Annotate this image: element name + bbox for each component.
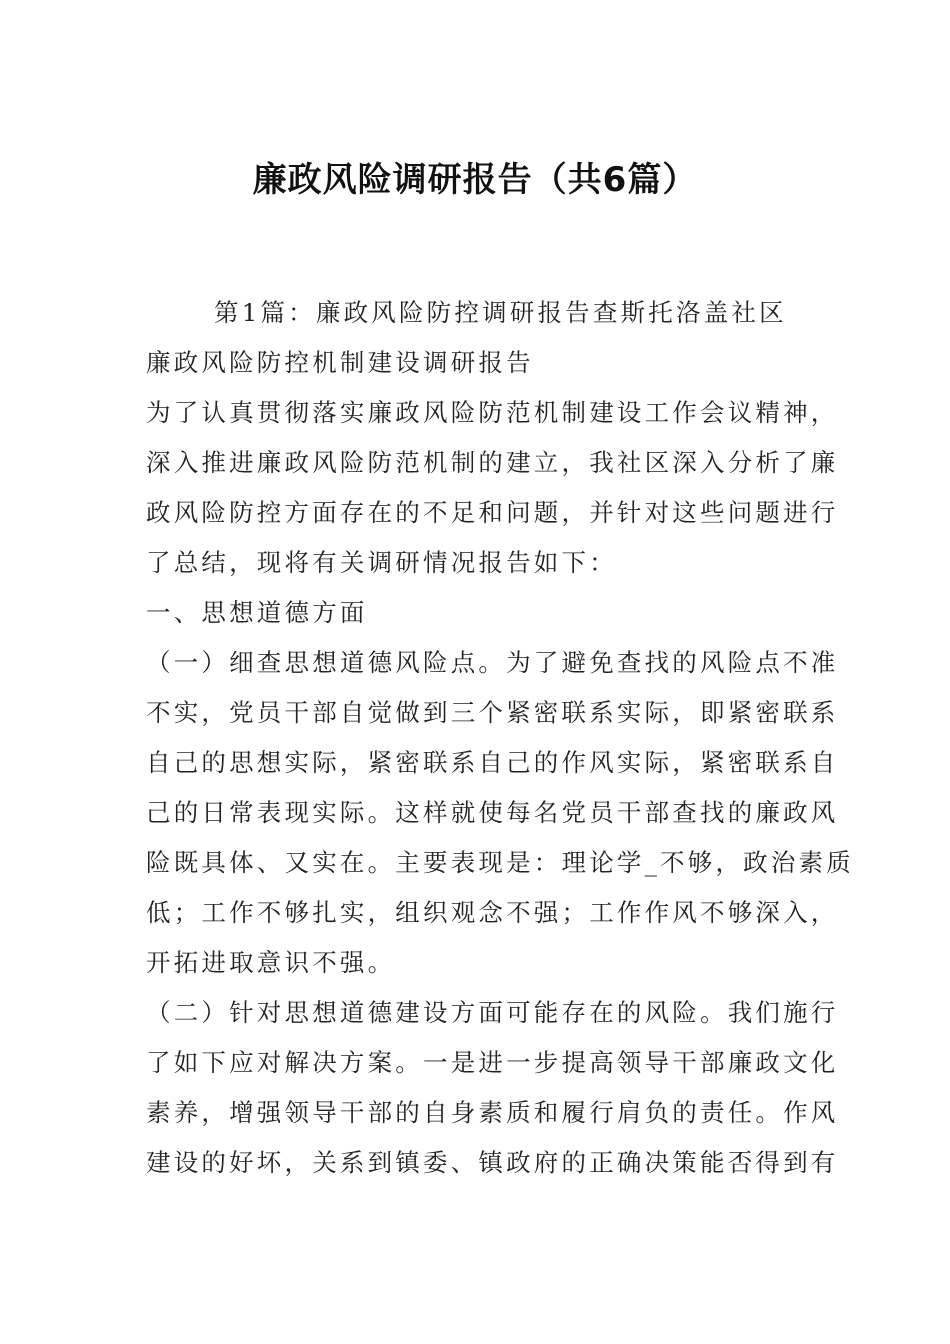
paragraph-line: （二）针对思想道德建设方面可能存在的风险。我们施行 [146, 998, 839, 1027]
paragraph-line: 险既具体、又实在。主要表现是：理论学_不够，政治素质 [146, 848, 854, 877]
paragraph-line: （一）细查思想道德风险点。为了避免查找的风险点不准 [146, 648, 839, 677]
paragraph-line: 低；工作不够扎实，组织观念不强；工作作风不够深入， [146, 898, 839, 927]
paragraph-line: 了如下应对解决方案。一是进一步提高领导干部廉政文化 [146, 1048, 839, 1077]
paragraph-line: 了总结，现将有关调研情况报告如下： [146, 548, 617, 577]
chapter-heading: 第1篇：廉政风险防控调研报告查斯托洛盖社区 [214, 298, 787, 327]
paragraph-line: 自己的思想实际，紧密联系自己的作风实际，紧密联系自 [146, 748, 839, 777]
paragraph-line: 不实，党员干部自觉做到三个紧密联系实际，即紧密联系 [146, 698, 839, 727]
paragraph-line: 素养，增强领导干部的自身素质和履行肩负的责任。作风 [146, 1098, 839, 1127]
paragraph-line: 开拓进取意识不强。 [146, 948, 396, 977]
paragraph-line: 己的日常表现实际。这样就使每名党员干部查找的廉政风 [146, 798, 839, 827]
document-title: 廉政风险调研报告（共6篇） [252, 160, 698, 200]
section-heading: 一、思想道德方面 [146, 598, 368, 627]
paragraph-line: 深入推进廉政风险防范机制的建立，我社区深入分析了廉 [146, 448, 839, 477]
paragraph-line: 为了认真贯彻落实廉政风险防范机制建设工作会议精神， [146, 398, 839, 427]
paragraph-line: 建设的好坏，关系到镇委、镇政府的正确决策能否得到有 [146, 1148, 839, 1177]
document-body [146, 288, 854, 1188]
report-subtitle: 廉政风险防控机制建设调研报告 [146, 348, 534, 377]
paragraph-line: 政风险防控方面存在的不足和问题，并针对这些问题进行 [146, 498, 839, 527]
